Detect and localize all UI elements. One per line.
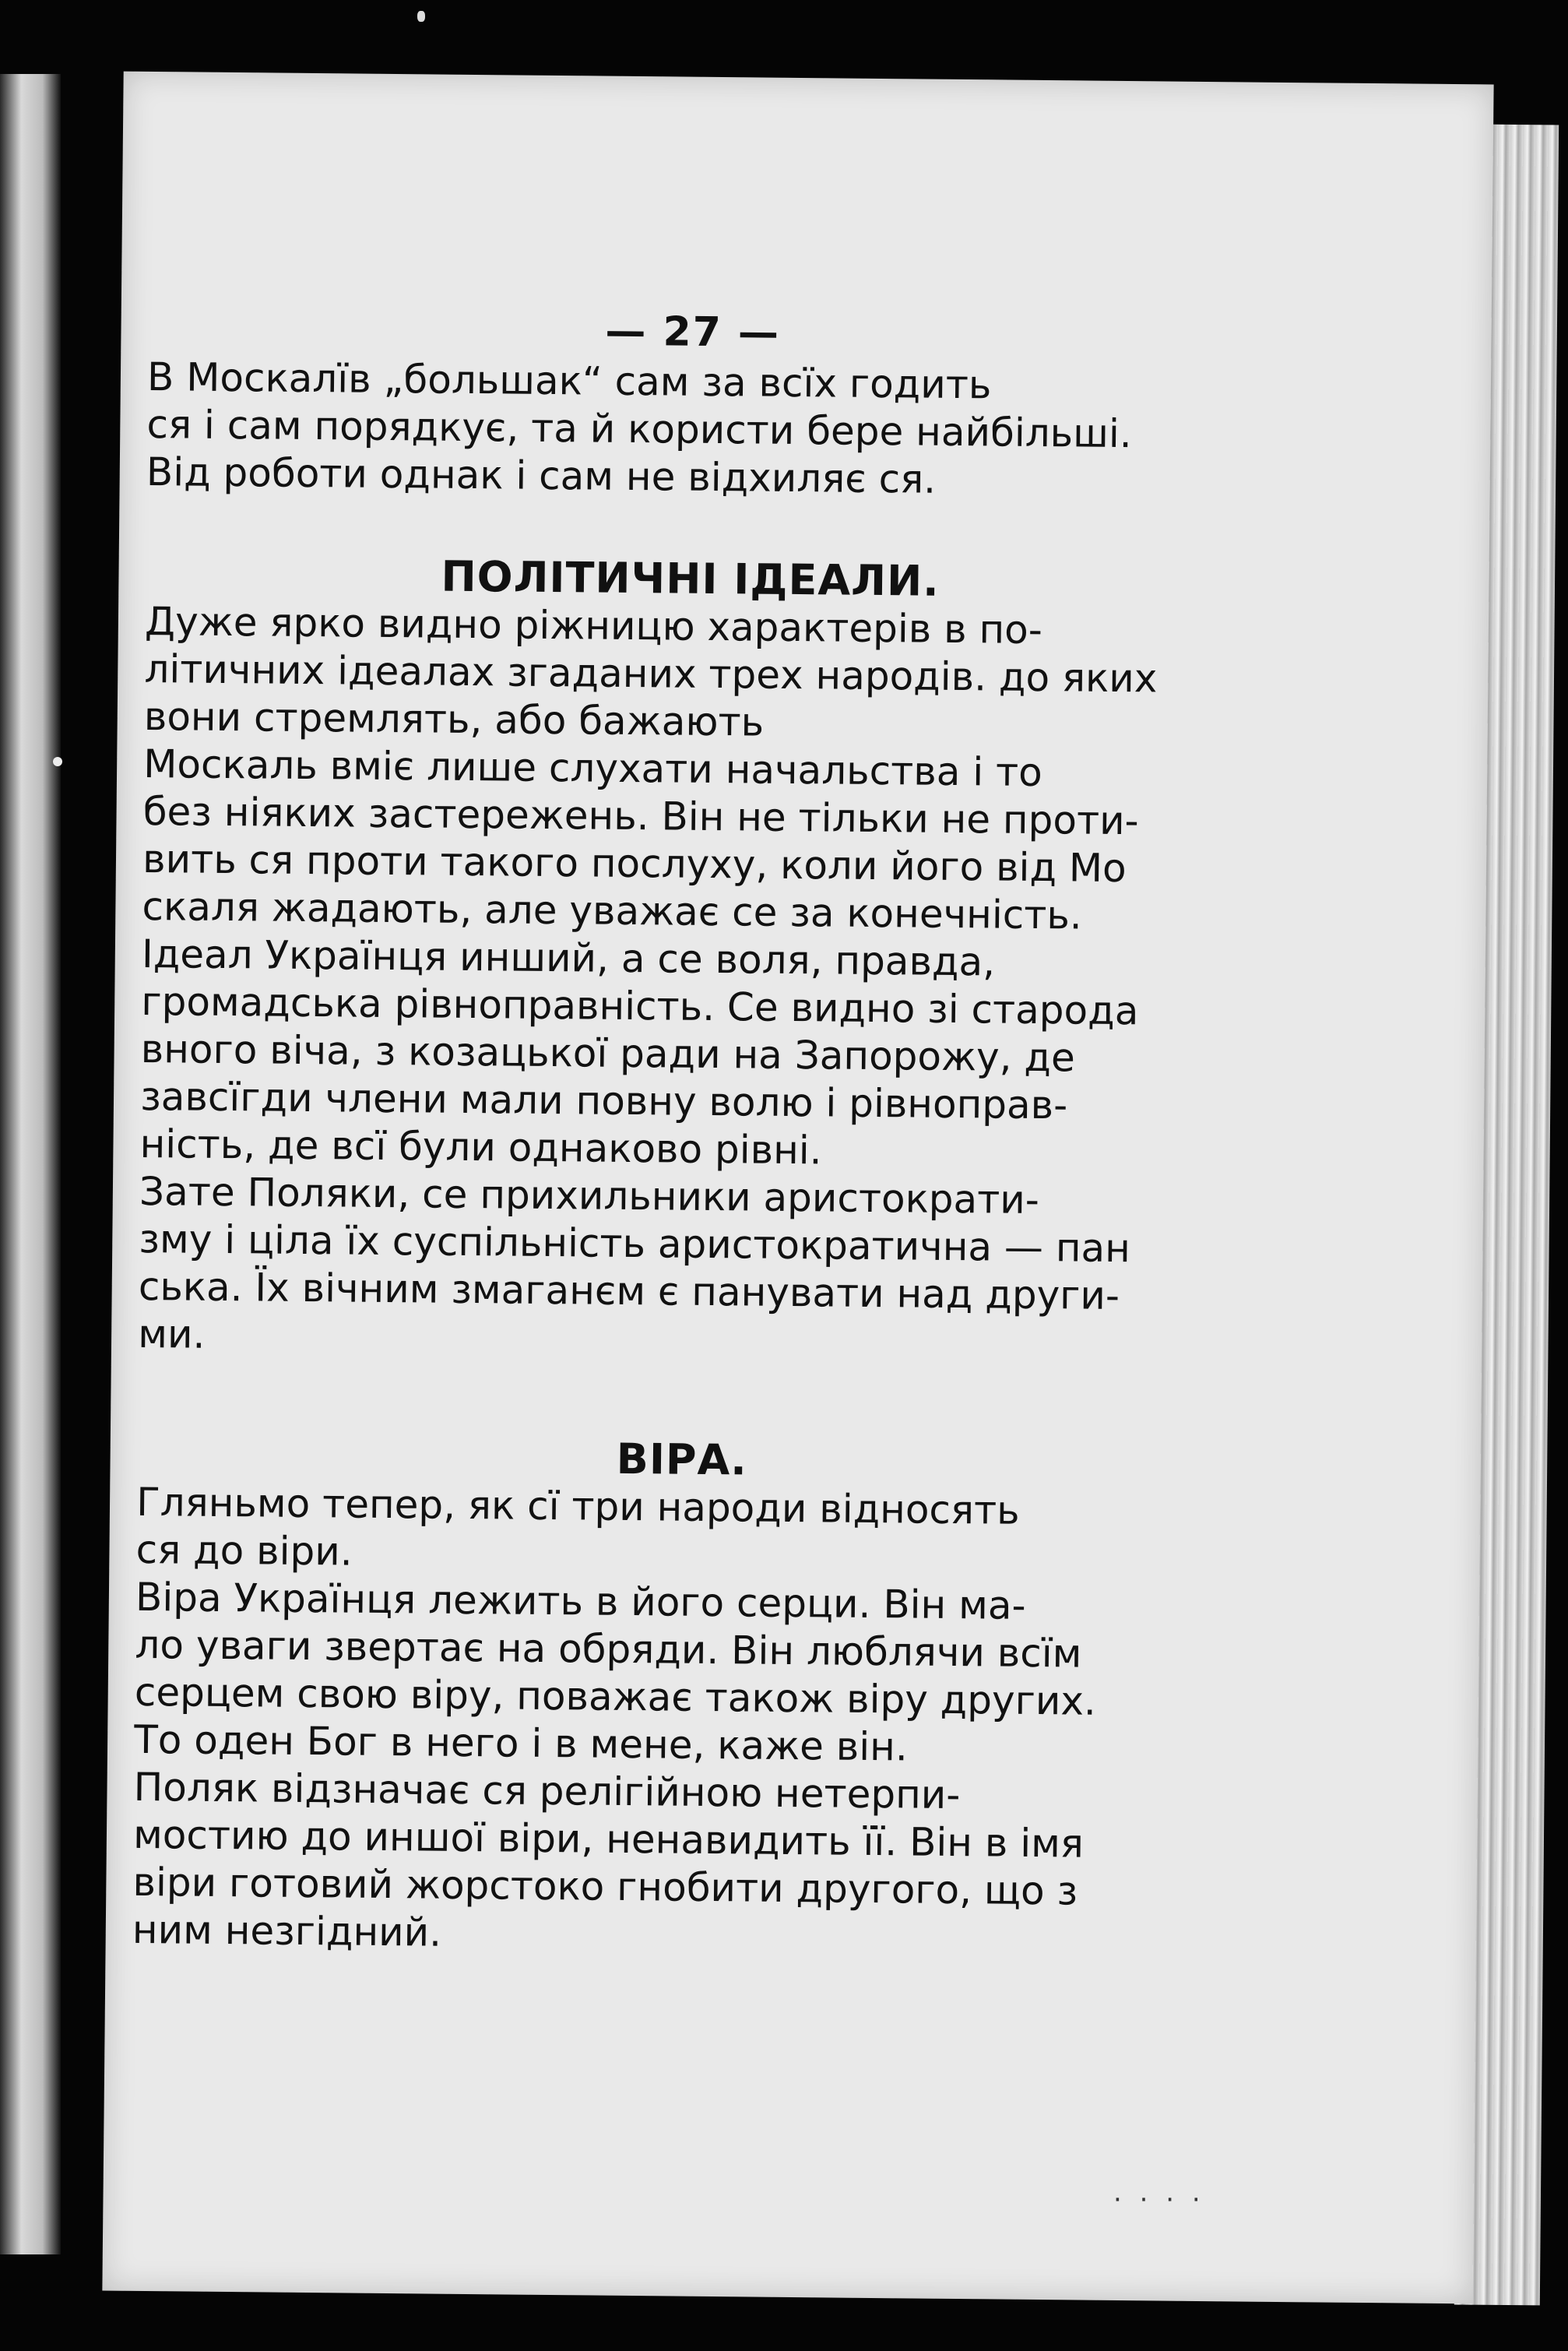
paragraph: В Москалїв „большак“ сам за всїх годить ся і сам порядкує, та й користи бере найбільші. Від роботи однак і сам не відхиляє ся. [146, 354, 1132, 502]
section-heading-political-ideals: ПОЛІТИЧНІ ІДЕАЛИ. [441, 551, 940, 606]
paragraph: Гляньмо тепер, як сї три народи відносять ся до віри. [135, 1479, 1020, 1575]
paragraph: Ідеал Українця инший, а се воля, правда, громадська рівноправність. Се видно зі старода вного віча, з козацької ради на Запорожу, де завсїгди члени мали повну волю і рівноправ- ність, де всї були однаково рівні. [139, 931, 1139, 1174]
paragraph: Зате Поляки, се прихильники аристократи- зму і ціла їх суспільність аристократична — пан ська. Їх вічним змаганєм є панувати над други- ми. [138, 1168, 1131, 1357]
page-text [132, 304, 1238, 1964]
scan-speck [53, 757, 62, 766]
paragraph: Поляк відзначає ся релігійною нетерпи- мостию до иншої віри, ненавидить її. Він в імя віри готовий жорстоко гнобити другого, що з ним незгідний. [132, 1764, 1085, 1955]
page-number: — 27 — [605, 308, 781, 357]
section-heading-faith: ВІРА. [616, 1434, 748, 1485]
paragraph: Дуже ярко видно ріжницю характерів в по- літичних ідеалах згаданих трех народів. до яких вони стремлять, або бажають [143, 598, 1158, 745]
paragraph: Москаль вміє лише слухати начальства і то без ніяких застережень. Він не тільки не проти- вить ся проти такого послуху, коли його від Мо скаля жадають, але уважає се за конечність. [142, 741, 1139, 938]
bottom-smudge: · · · · [1113, 2184, 1205, 2216]
scan-speck [417, 11, 425, 22]
paragraph: Віра Українця лежить в його серци. Він ма- ло уваги звертає на обряди. Він люблячи всїм серцем свою віру, поважає також віру других. То оден Бог в него і в мене, каже він. [134, 1574, 1097, 1770]
left-page-edge [0, 74, 61, 2254]
